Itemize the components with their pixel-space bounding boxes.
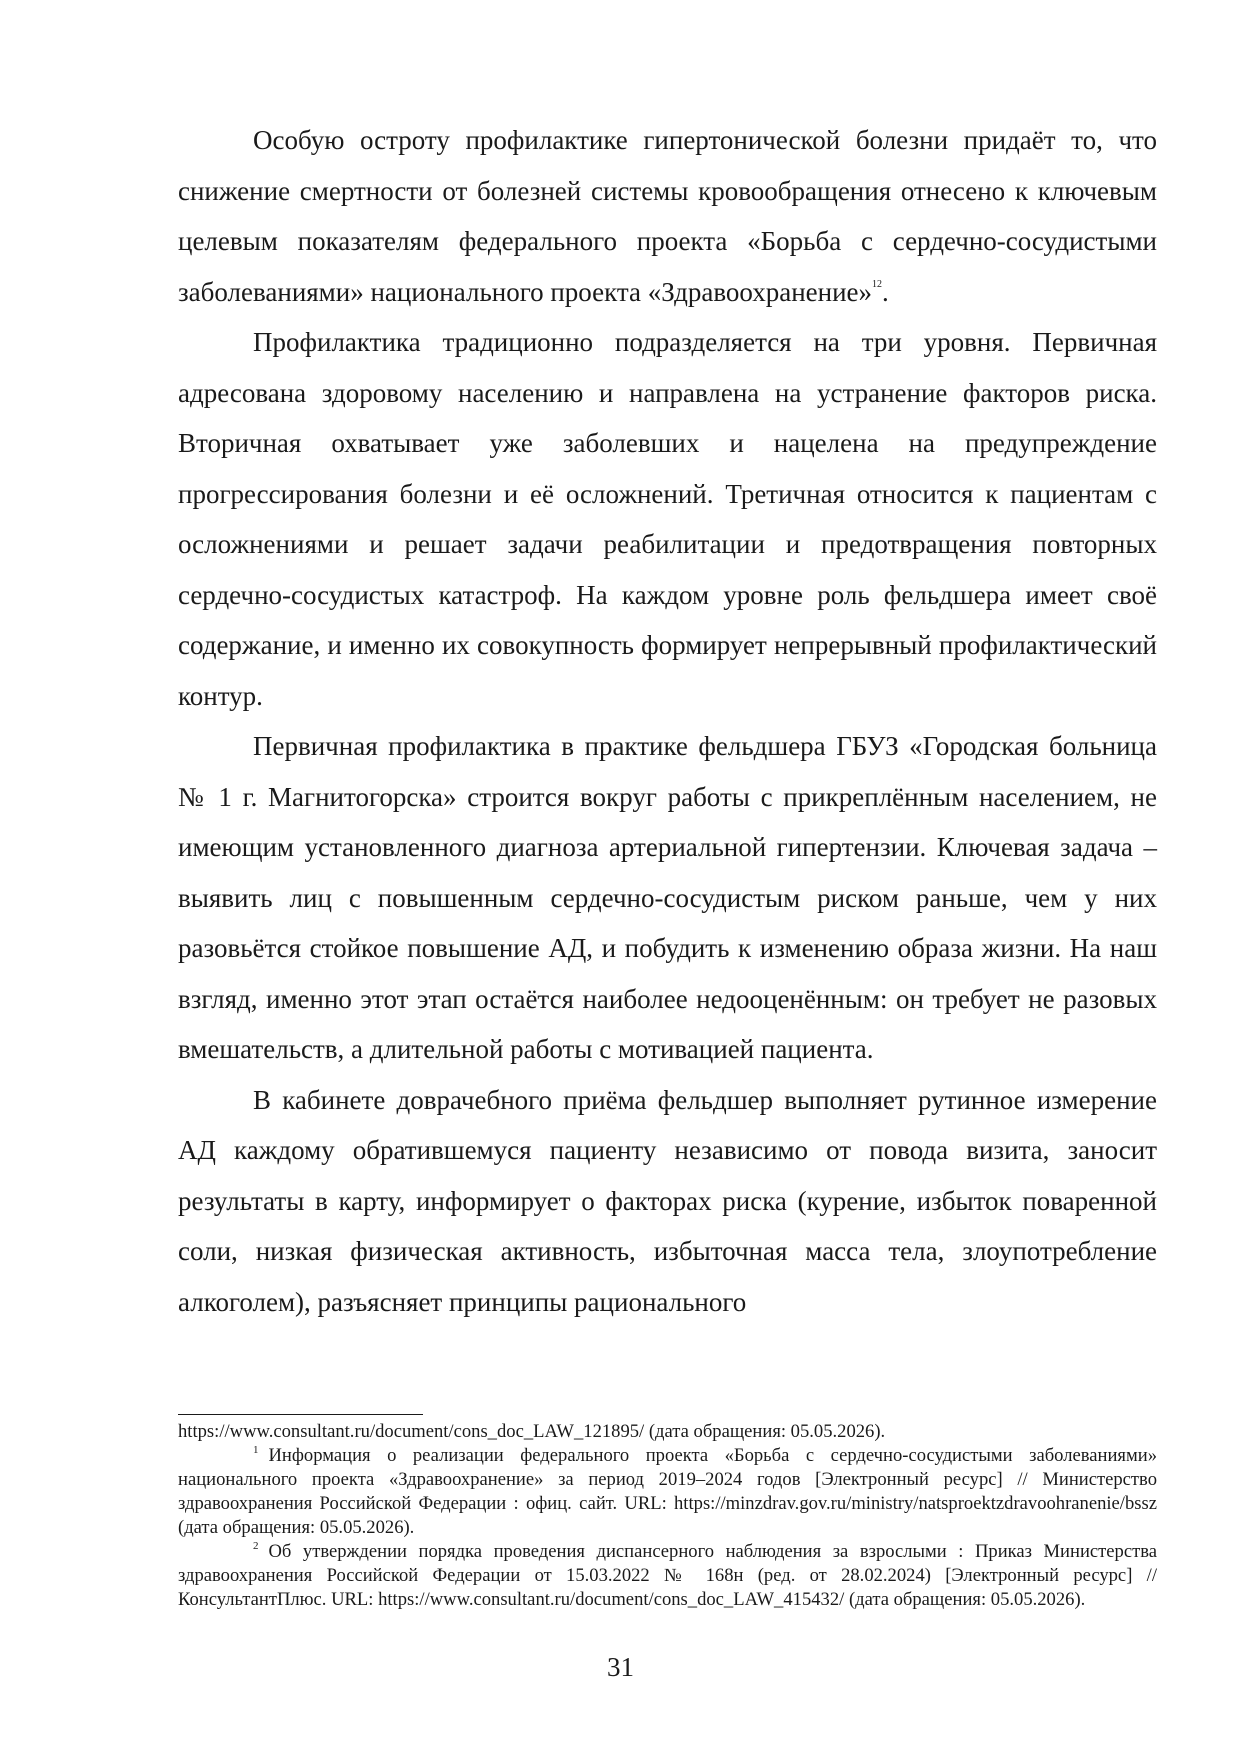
footnotes [178, 1420, 1157, 1612]
footnote-continuation [178, 1420, 1157, 1444]
paragraph-premedical-office: В кабинете доврачебного приёма фельдшер выполняет рутинное измерение АД каждому обратившемуся пациенту независимо от повода визита, заносит результаты в карту, информирует о факторах риска (курение, избыток поваренной соли, низкая физическая активность, избыточная масса тела, злоупотребление алкоголем), разъясняет принципы рационального [178, 1084, 1157, 1317]
paragraph-tail: . [882, 276, 889, 307]
footnote-item [178, 1444, 1157, 1540]
footnote-divider [178, 1414, 423, 1415]
footnote-text: Информация о реализации федерального проекта «Борьба с сердечно-сосудистыми заболеваниями» национального проекта «Здравоохранение» за период 2019–2024 годов [Электронный ресурс] // Министерство здравоохранения Российской Федерации : офиц. сайт. URL: https://minzdrav.gov.ru/ministry/natsproektzdravoohranenie/bssz (дата обращения: 05.05.2026). [178, 1445, 1157, 1538]
paragraph-text: Особую остроту профилактике гипертонической болезни придаёт то, что снижение смертности от болезней системы кровообращения отнесено к ключевым целевым показателям федерального проекта «Борьба с сердечно-сосудистыми заболеваниями» национального проекта «Здравоохранение» [178, 125, 1157, 307]
footnote-number: 2 [253, 1540, 259, 1552]
footnote-item [178, 1540, 1157, 1612]
footnote-text: https://www.consultant.ru/document/cons_doc_LAW_121895/ (дата обращения: 05.05.2026). [178, 1421, 886, 1442]
paragraph-prevention-urgency [178, 115, 1157, 317]
paragraph-prevention-levels: Профилактика традиционно подразделяется на три уровня. Первичная адресована здоровому населению и направлена на устранение факторов риска. Вторичная охватывает уже заболевших и нацелена на предупреждение прогрессирования болезни и её осложнений. Третичная относится к пациентам с осложнениями и решает задачи реабилитации и предотвращения повторных сердечно-сосудистых катастроф. На каждом уровне роль фельдшера имеет своё содержание, и именно их совокупность формирует непрерывный профилактический контур. [178, 327, 1157, 711]
footnote-reference[interactable]: 12 [872, 278, 883, 290]
footnote-text: Об утверждении порядка проведения диспансерного наблюдения за взрослыми : Приказ Министерства здравоохранения Российской Федерации от 15.03.2022 № 168н (ред. от 28.02.2024) [Электронный ресурс] // КонсультантПлюс. URL: https://www.consultant.ru/document/cons_doc_LAW_415432/ (дата обращения: 05.05.2026). [178, 1541, 1157, 1610]
paragraph-primary-prevention: Первичная профилактика в практике фельдшера ГБУЗ «Городская больница № 1 г. Магнитогорска» строится вокруг работы с прикреплённым населением, не имеющим установленного диагноза артериальной гипертензии. Ключевая задача – выявить лиц с повышенным сердечно-сосудистым риском раньше, чем у них разовьётся стойкое повышение АД, и побудить к изменению образа жизни. На наш взгляд, именно этот этап остаётся наиболее недооценённым: он требует не разовых вмешательств, а длительной работы с мотивацией пациента. [178, 731, 1157, 1064]
body-text [178, 115, 1157, 1327]
footnote-number: 1 [253, 1444, 259, 1456]
page-number: 31 [607, 1652, 634, 1682]
